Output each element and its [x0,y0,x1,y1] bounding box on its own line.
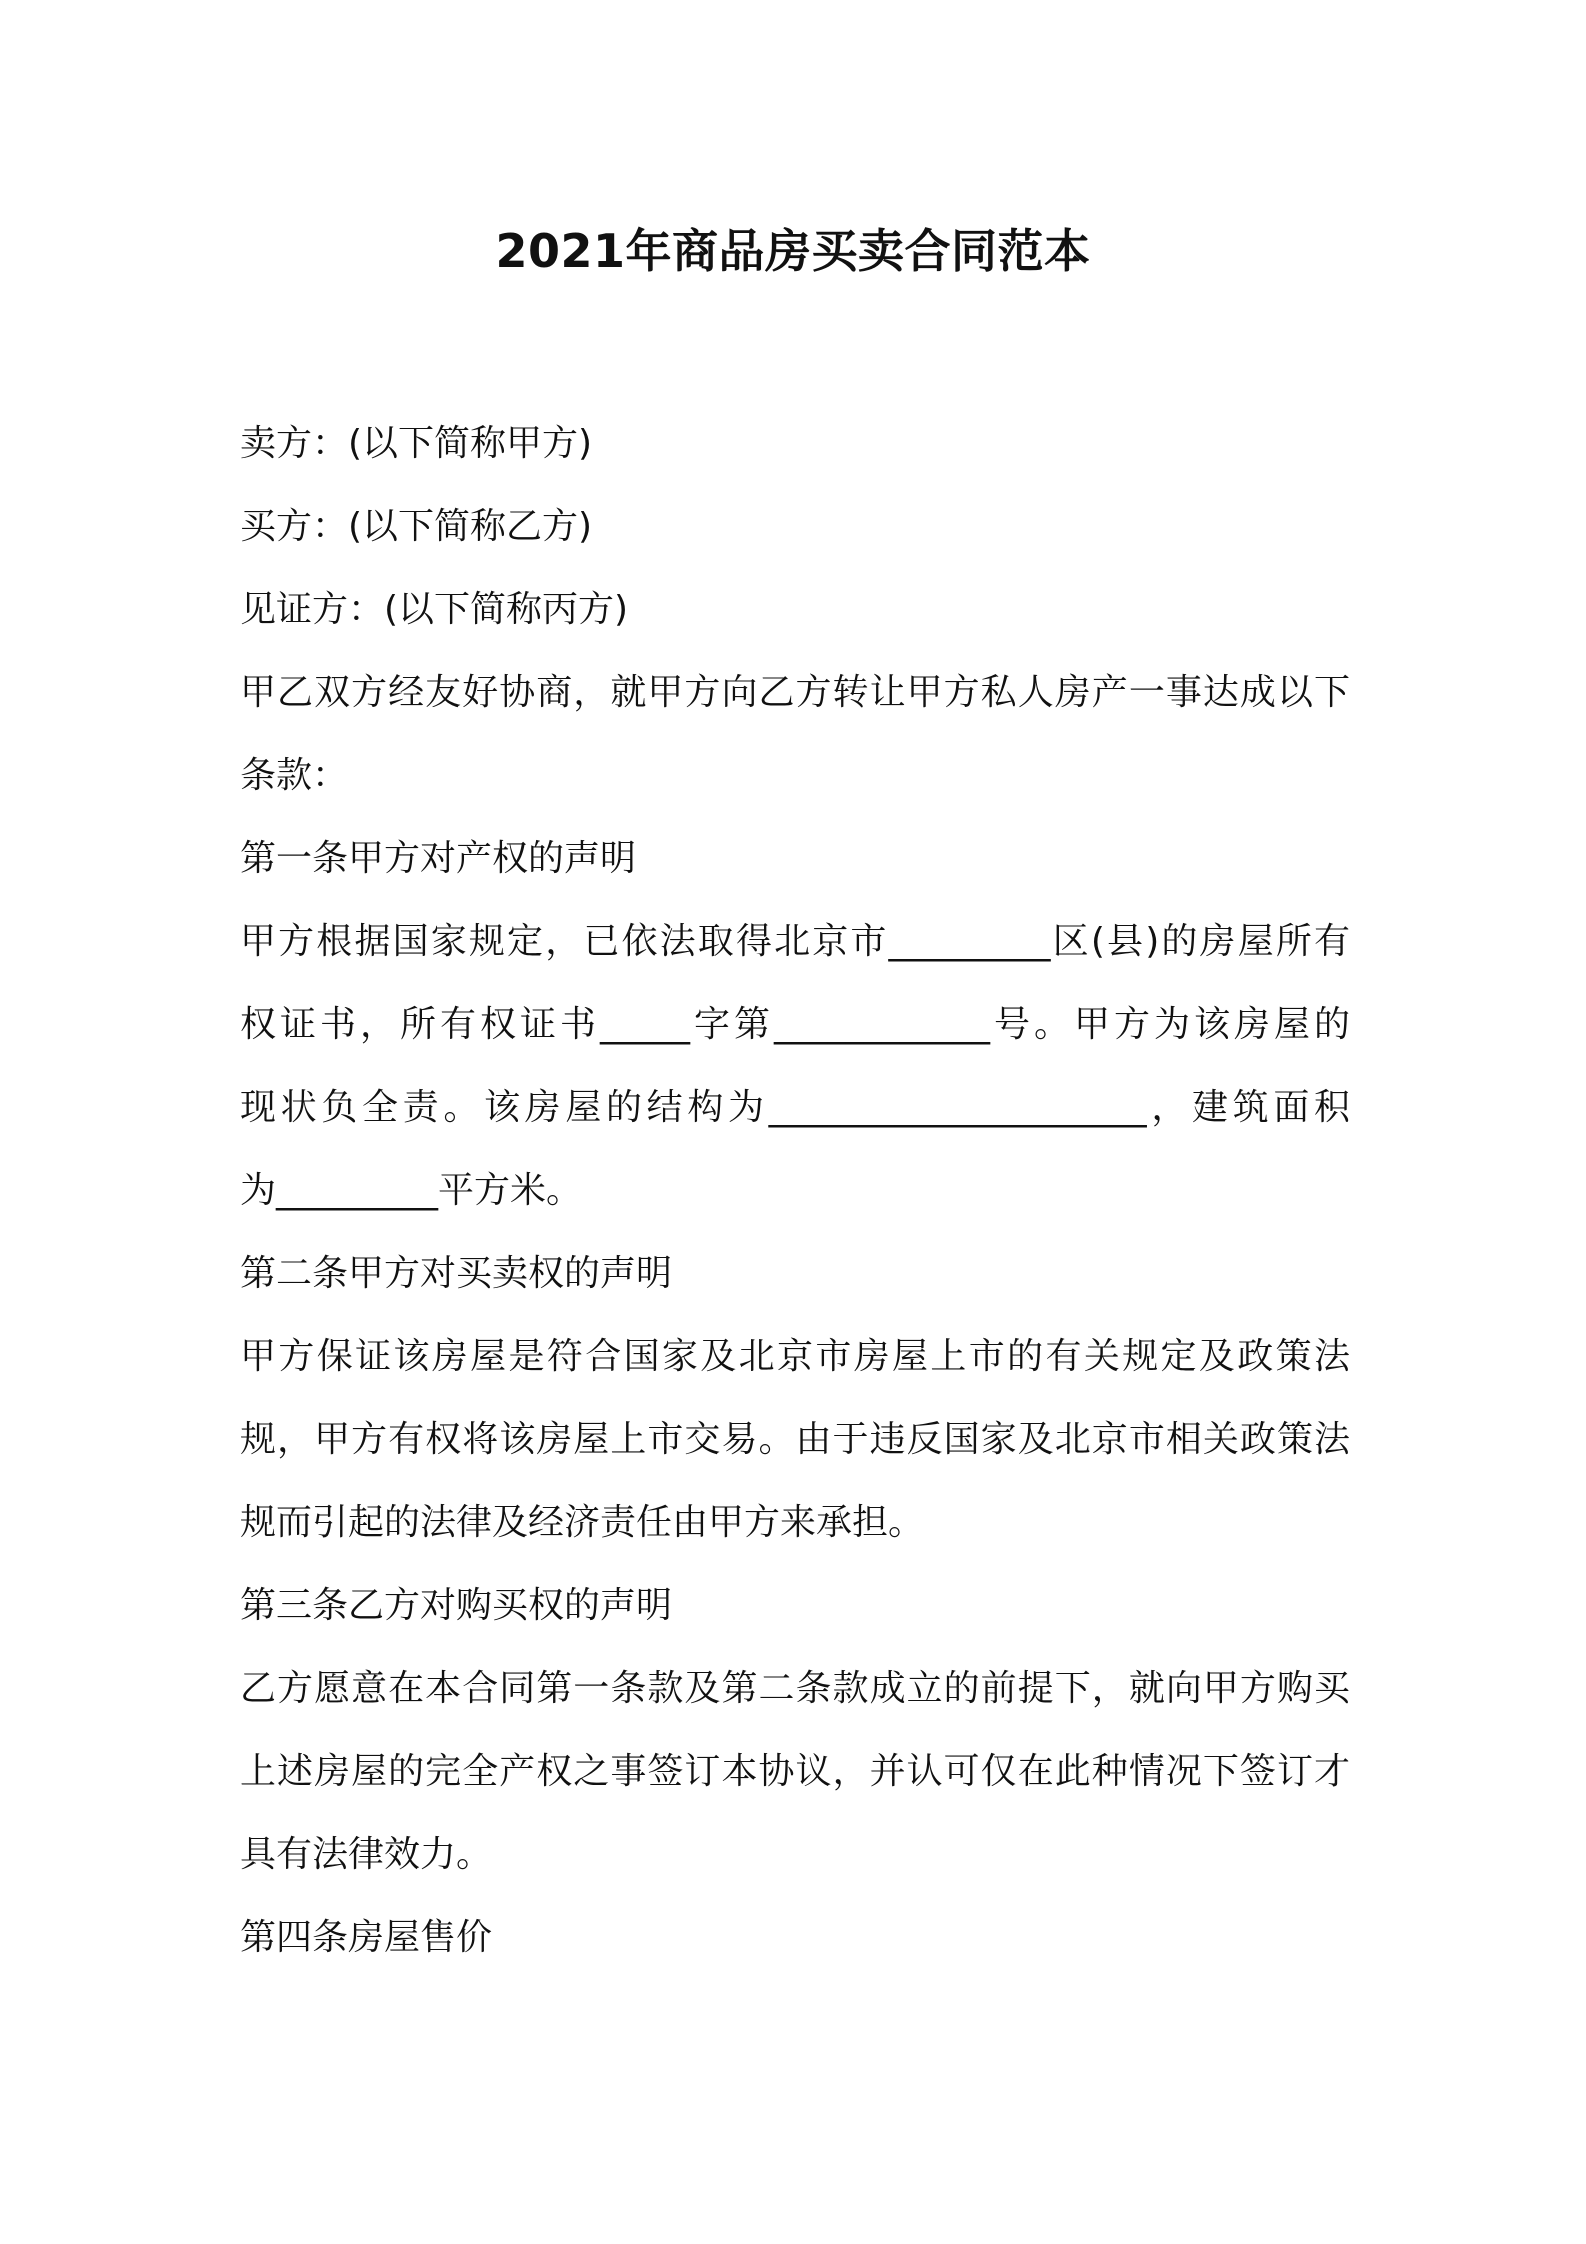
article-paragraph-line: 上述房屋的完全产权之事签订本协议，并认可仅在此种情况下签订才 [240,1751,1350,1792]
article-heading: 第二条甲方对买卖权的声明 [240,1253,673,1294]
article-paragraph-line: 甲方根据国家规定，已依法取得北京市_________区(县)的房屋所有 [240,921,1350,962]
intro-paragraph-line: 甲乙双方经友好协商，就甲方向乙方转让甲方私人房产一事达成以下 [240,672,1350,713]
article-paragraph-line: 规而引起的法律及经济责任由甲方来承担。 [240,1502,925,1543]
article-paragraph-line: 现状负全责。该房屋的结构为_____________________，建筑面积 [240,1087,1350,1128]
witness-line: 见证方：(以下简称丙方) [240,589,629,630]
article-heading: 第四条房屋售价 [240,1917,493,1958]
article-paragraph-line: 规，甲方有权将该房屋上市交易。由于违反国家及北京市相关政策法 [240,1419,1350,1460]
buyer-line: 买方：(以下简称乙方) [240,506,593,547]
article-paragraph-line: 权证书，所有权证书_____字第____________号。甲方为该房屋的 [240,1004,1350,1045]
article-paragraph-line: 具有法律效力。 [240,1834,493,1875]
document-title: 2021年商品房买卖合同范本 [495,224,1091,278]
article-paragraph-line: 乙方愿意在本合同第一条款及第二条款成立的前提下，就向甲方购买 [240,1668,1350,1709]
article-paragraph-line: 为_________平方米。 [240,1170,583,1211]
seller-line: 卖方：(以下简称甲方) [240,423,593,464]
article-heading: 第一条甲方对产权的声明 [240,838,637,879]
intro-paragraph-line: 条款： [240,755,349,796]
article-heading: 第三条乙方对购买权的声明 [240,1585,673,1626]
document-body [240,402,1350,1979]
article-paragraph-line: 甲方保证该房屋是符合国家及北京市房屋上市的有关规定及政策法 [240,1336,1350,1377]
